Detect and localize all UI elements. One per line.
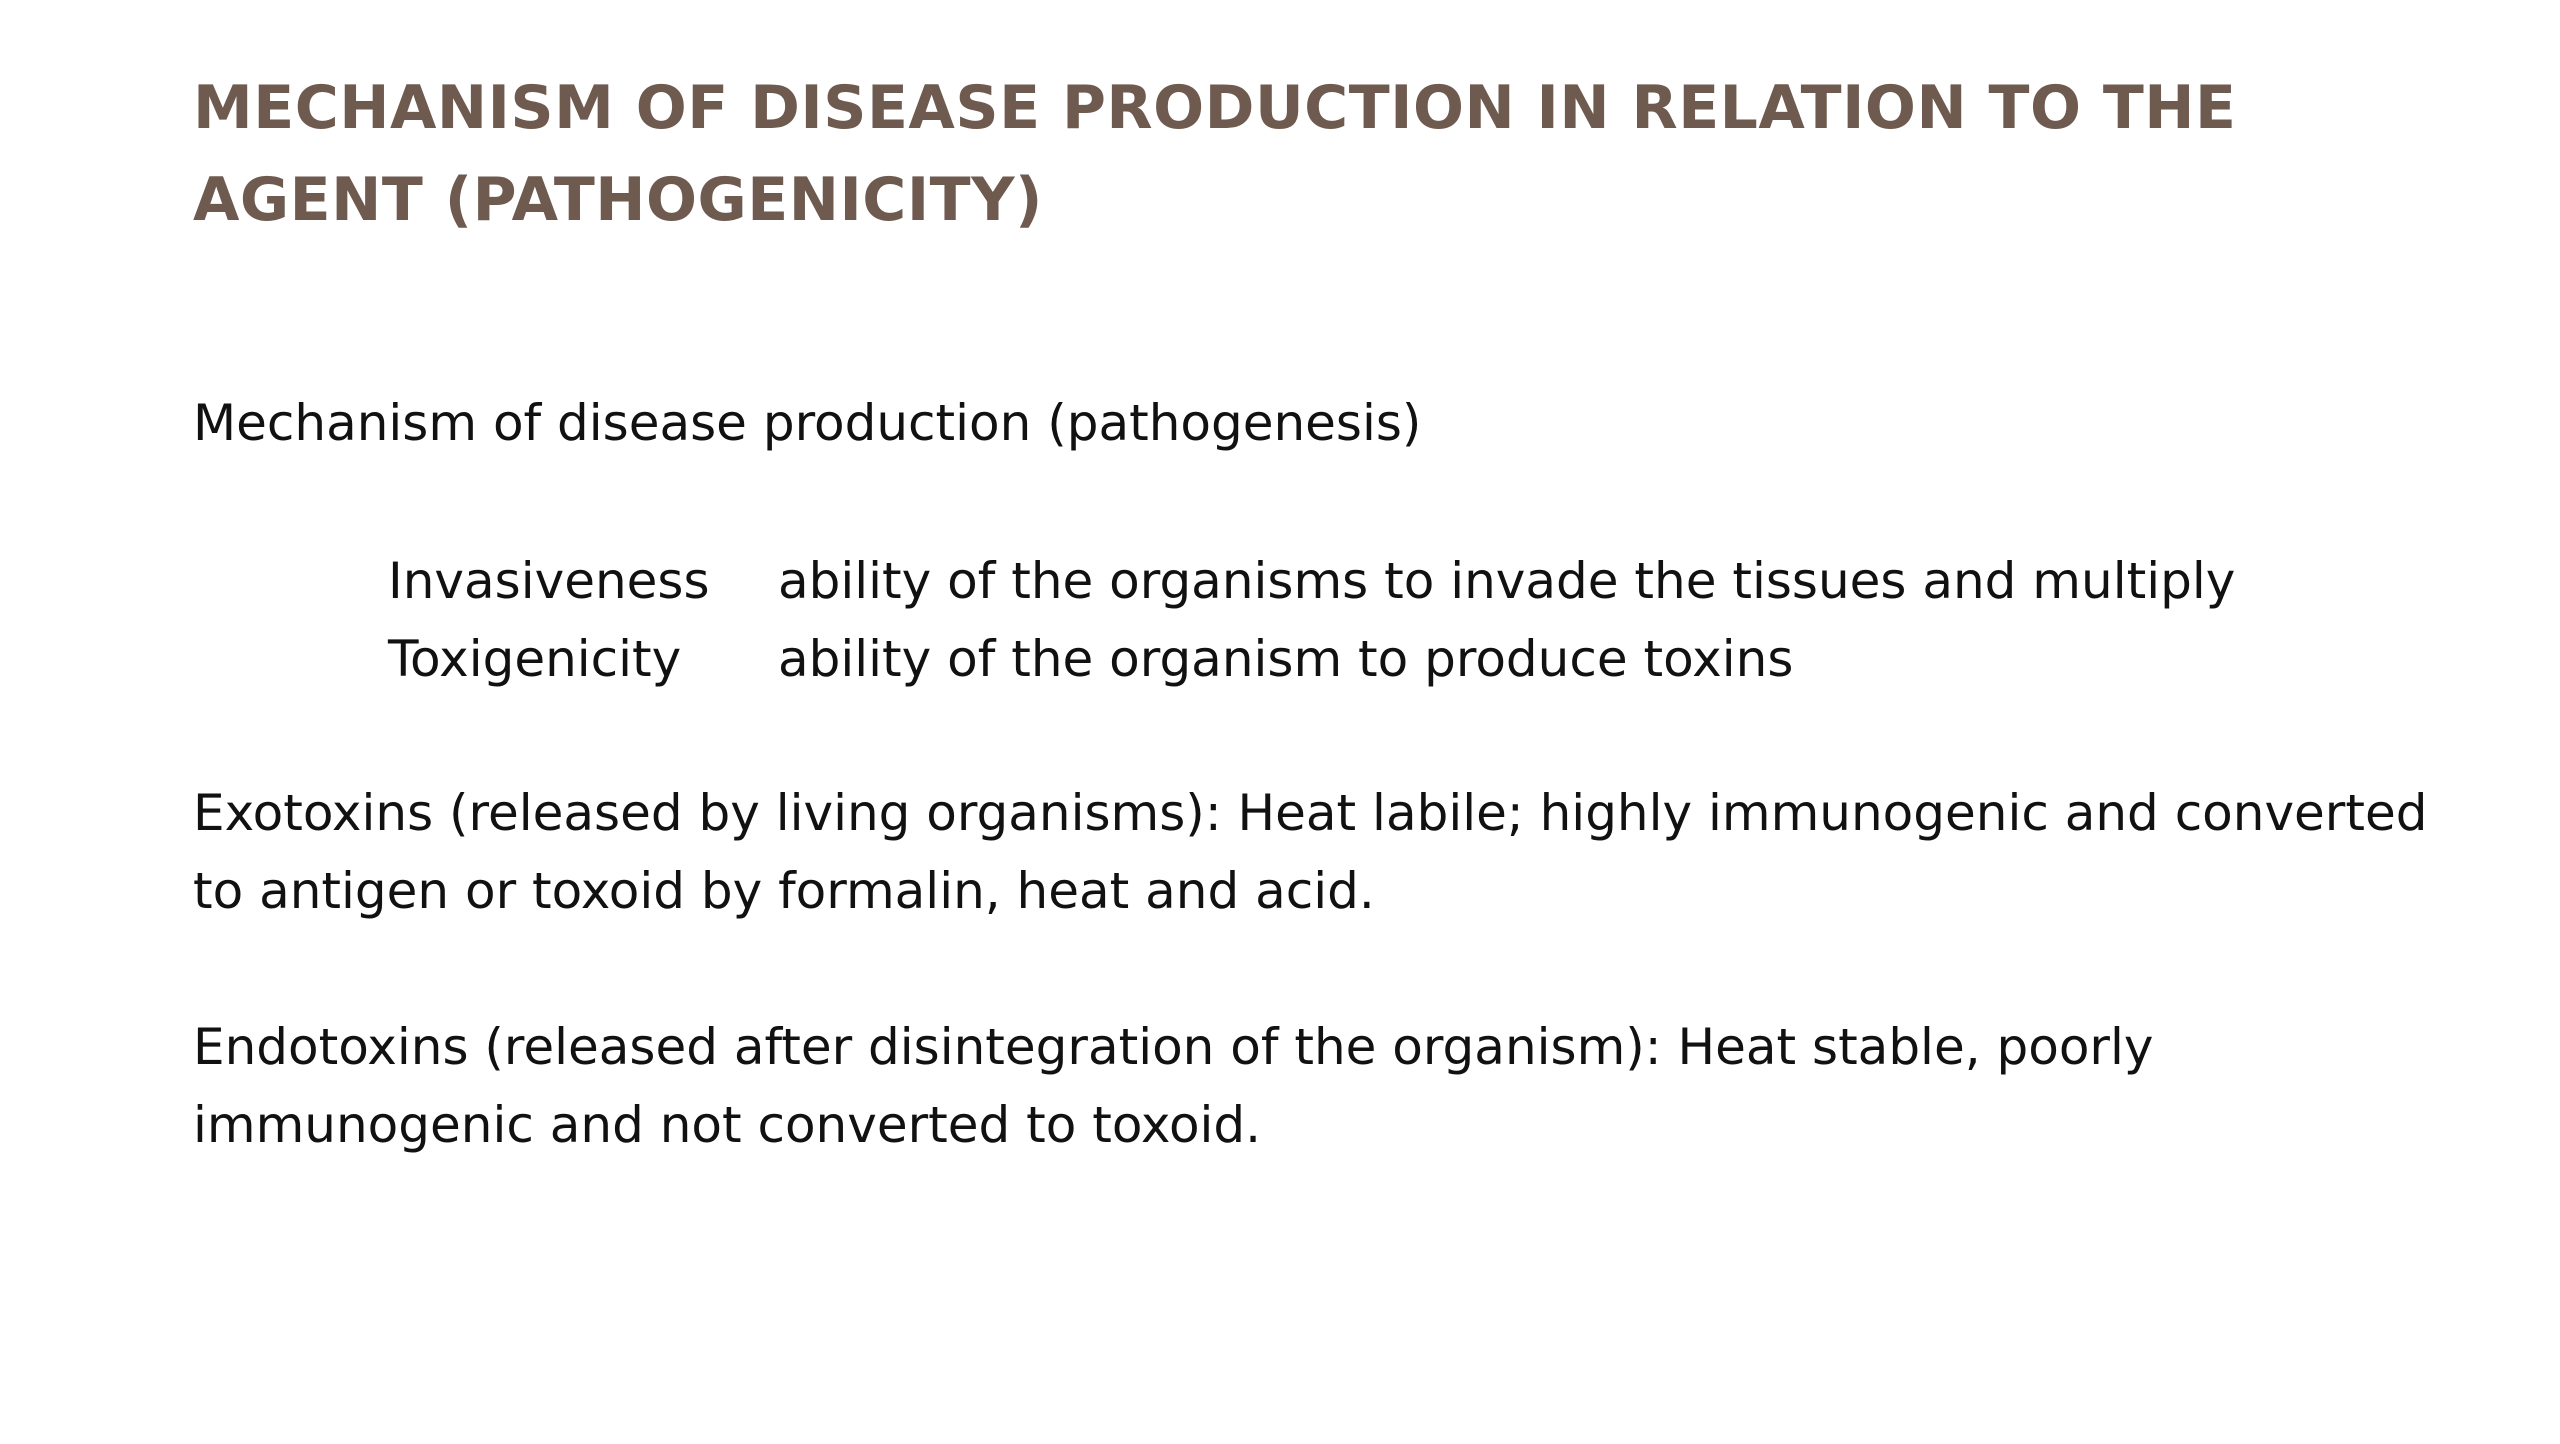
slide-title: MECHANISM OF DISEASE PRODUCTION IN RELATION TO THE AGENT (PATHOGENICITY) <box>193 73 2237 235</box>
pathogenesis-intro: Mechanism of disease production (pathogenesis) <box>193 394 1422 452</box>
endotoxins-paragraph: Endotoxins (released after disintegration of the organism): Heat stable, poorly immunogenic and not converted to toxoid. <box>193 1018 2154 1154</box>
definition-invasiveness: ability of the organisms to invade the tissues and multiply <box>778 552 2236 610</box>
term-toxigenicity: Toxigenicity <box>388 630 682 688</box>
definition-toxigenicity: ability of the organism to produce toxins <box>778 630 1794 688</box>
exotoxins-paragraph: Exotoxins (released by living organisms): Heat labile; highly immunogenic and converted to antigen or toxoid by formalin, heat and acid. <box>193 784 2428 920</box>
term-invasiveness: Invasiveness <box>388 552 710 610</box>
